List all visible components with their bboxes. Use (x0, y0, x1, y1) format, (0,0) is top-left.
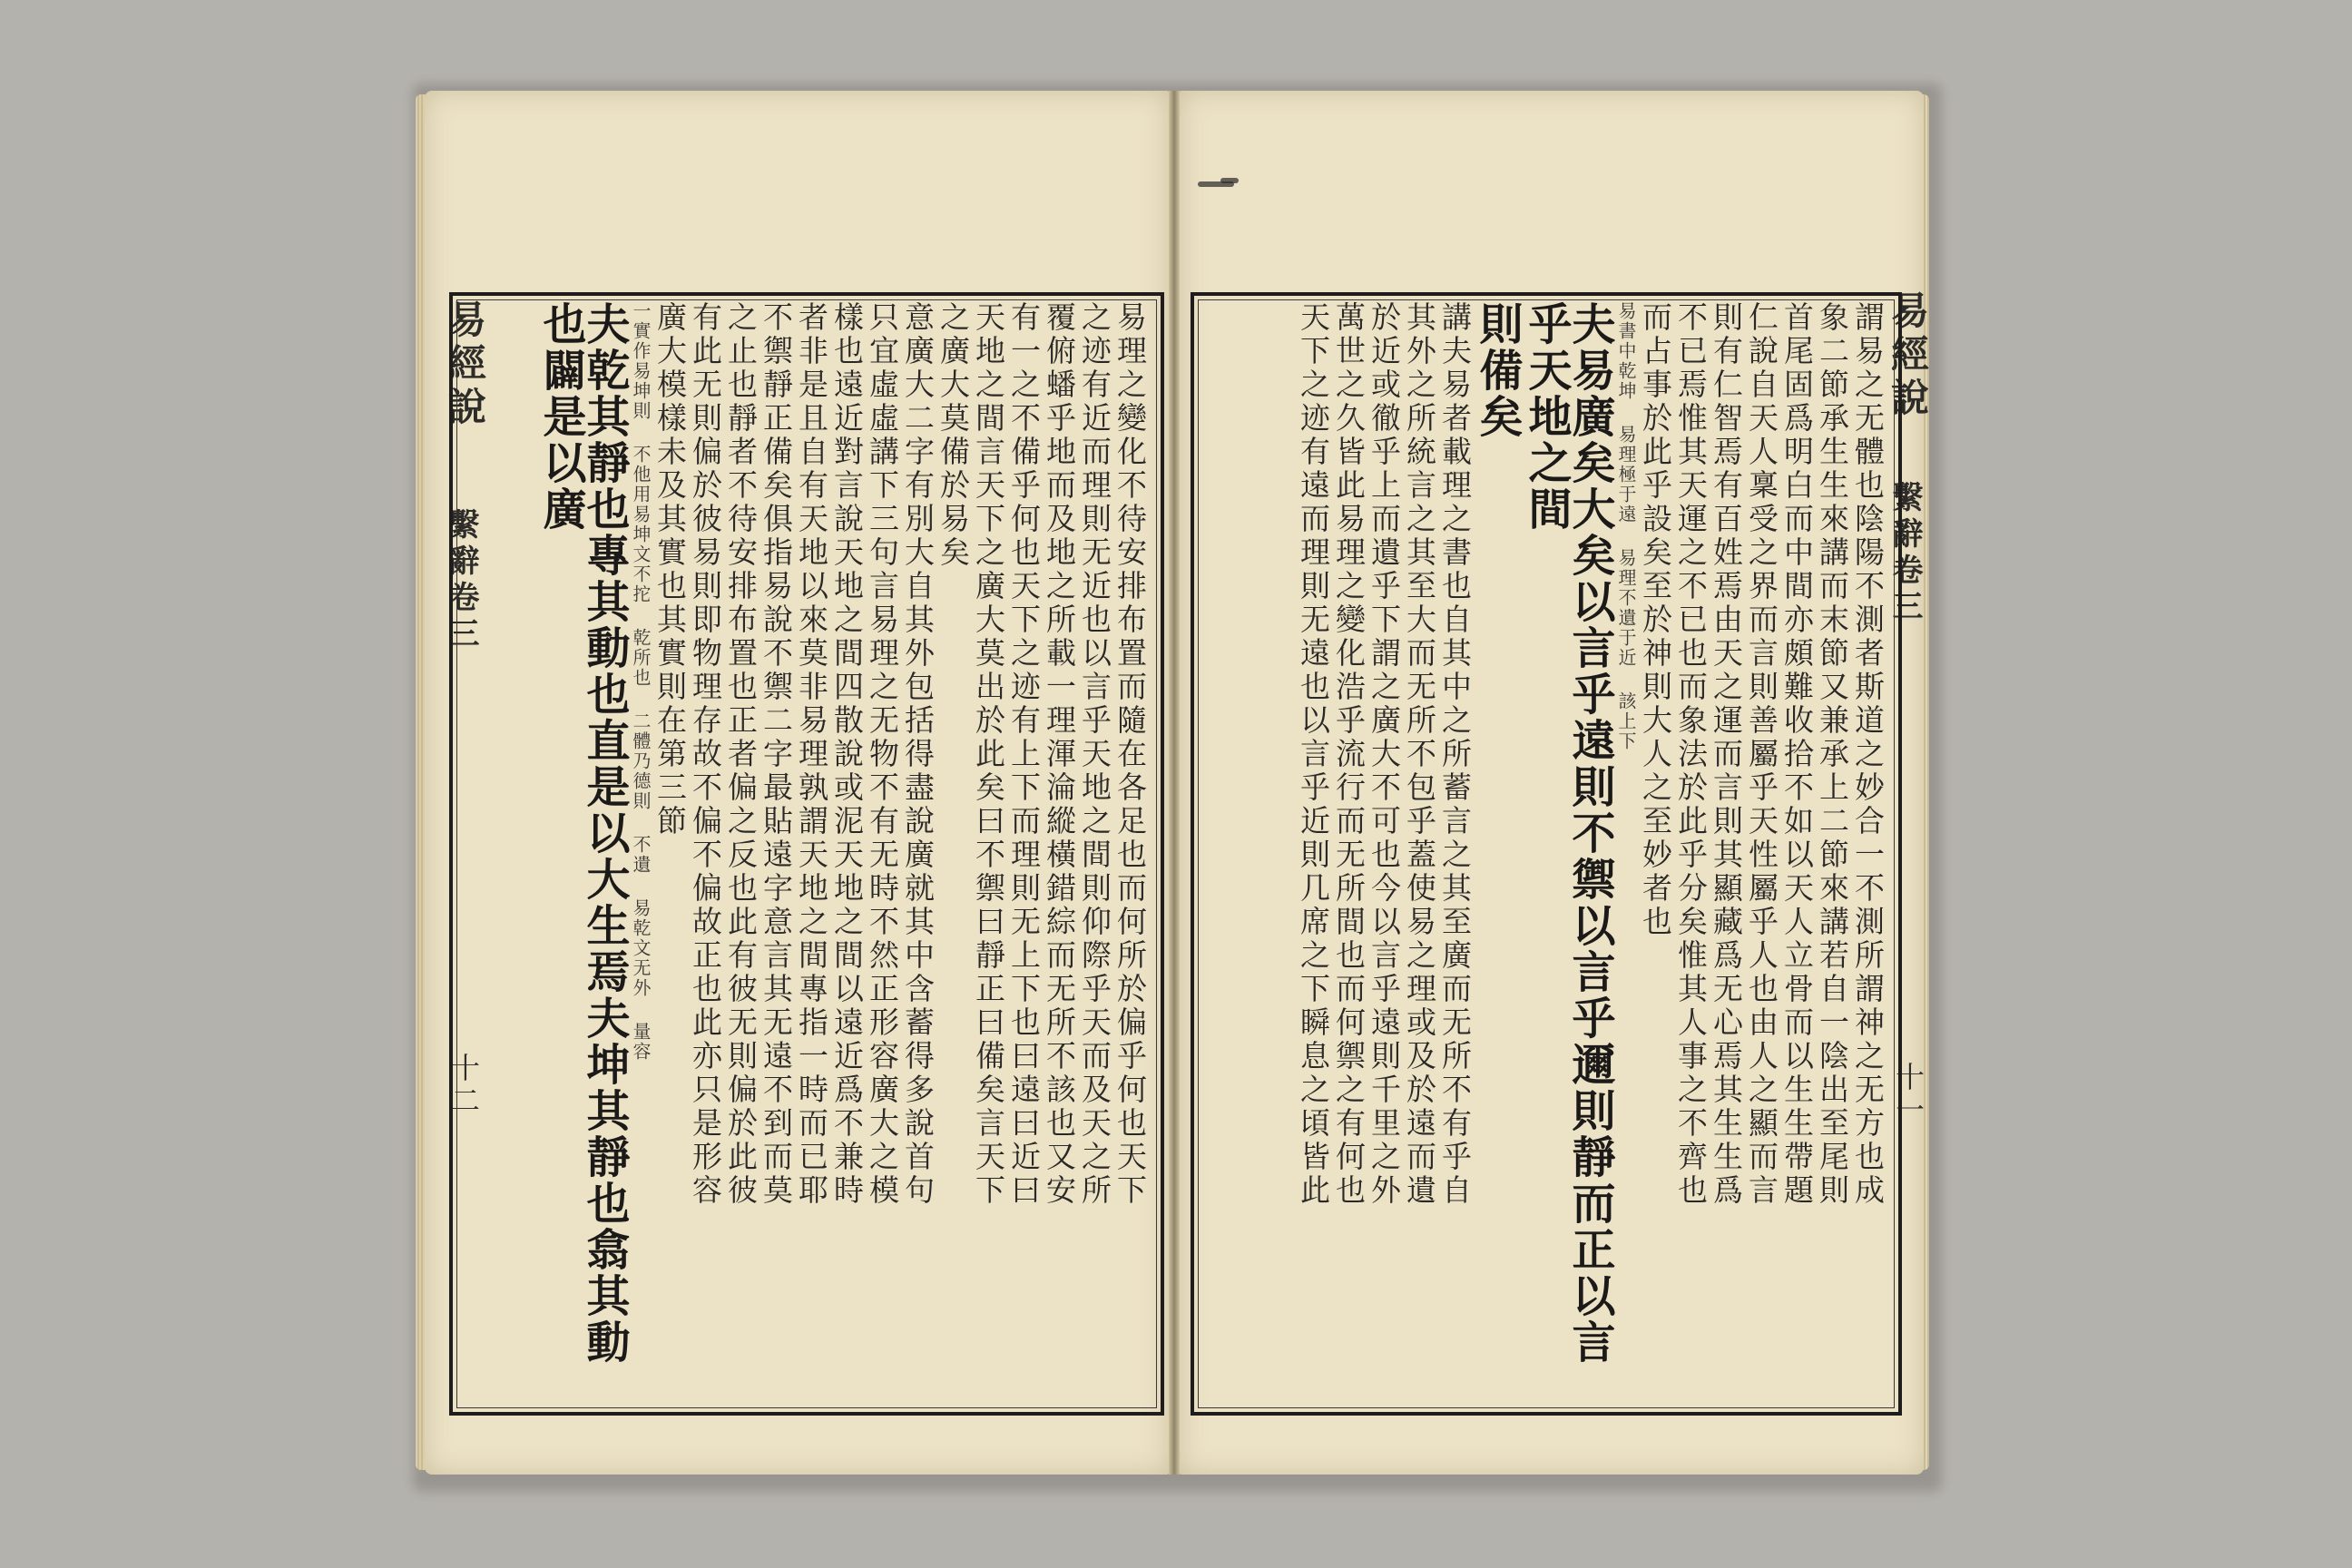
text-column: 之迹有近而理則无近也以言乎天地之間則仰際乎天而及天之所 (1077, 301, 1112, 1208)
ink-smudge (1220, 178, 1239, 183)
text-column: 夫乾其靜也專其動也直是以大生焉夫坤其靜也翕其動也闢是以廣 (535, 301, 630, 1366)
text-column: 覆俯蟠乎地而及地之所載一理渾淪縱橫錯綜而无所不該也又安 (1042, 301, 1077, 1208)
text-column: 首尾固爲明白而中間亦頗難收拾不如以天人立骨而以生生帶題 (1779, 301, 1815, 1208)
text-column: 有此无則偏於彼易則即物理存故不偏不偏故正也此亦只是形容 (688, 301, 723, 1208)
text-column: 講夫易者載理之書也自其中之所蓄言之其至廣而无所不有乎自 (1437, 301, 1473, 1208)
text-column: 者非是且自有天地以來莫非易理孰謂天地之間專指一時而已耶 (794, 301, 829, 1208)
text-column: 而占事於此乎設矣至於神則大人之至妙者也 (1638, 301, 1673, 939)
text-column: 其外之所統言之其至大而无所不包乎蓋使易之理或及於遠而遺 (1402, 301, 1437, 1208)
text-column: 不已焉惟其天運之不已也而象法於此乎分矣惟其人事之不齊也 (1673, 301, 1709, 1208)
right-margin-title: 易經說 (1886, 290, 1930, 421)
text-column: 不禦靜正備矣俱指易說不禦二字最貼遠字意言其无遠不到而莫 (759, 301, 794, 1208)
left-page-number: 十二 (446, 1053, 481, 1118)
text-column: 易書中乾坤 易理極于遠 易理不遺于近 該上下 (1615, 301, 1637, 751)
text-column: 仁說自天人稟受之界而言則善屬乎天性屬乎人也由人之顯而言 (1744, 301, 1779, 1208)
left-text-columns (458, 301, 1148, 1397)
right-text-columns (1200, 301, 1886, 1397)
text-column: 象二節承生生來講而末節又兼承上二節來講若自一陰出至尾則 (1815, 301, 1850, 1208)
text-column: 之止也靜者不待安排布置也正者偏之反也此有彼无則偏於此彼 (723, 301, 759, 1208)
text-column: 意廣大二字有別大自其外包括得盡說廣就其中含蓄得多說首句 (900, 301, 936, 1208)
left-margin-title: 易經說 (443, 299, 487, 430)
text-column: 則有仁智焉有百姓焉由天之運而言則其顯藏爲无心焉其生生爲 (1709, 301, 1744, 1208)
text-column: 易理之變化不待安排布置而隨在各足也而何所於偏乎何也天下 (1112, 301, 1148, 1208)
right-margin-chapter: 繫辭卷三 (1886, 481, 1923, 626)
book-gutter (1169, 91, 1180, 1475)
text-column: 之廣大莫備於易矣 (936, 301, 971, 570)
text-column: 一實作易坤則 不他用易坤文不拕 乾所也 二體乃德則 不遺 易乾文无外 量容 (630, 301, 652, 1062)
text-column: 天下之迹有遠而理則无遠也以言乎近則几席之下瞬息之頃皆此 (1296, 301, 1331, 1208)
text-column: 樣也遠近對言說天地之間四散說或泥天地之間以遠近爲不兼時 (829, 301, 865, 1208)
text-column: 只宜虛虛講下三句言易理之无物不有无時不然正形容廣大之模 (865, 301, 900, 1208)
left-margin-chapter: 繫辭卷三 (443, 508, 479, 653)
text-column: 則備矣 (1472, 301, 1523, 440)
text-column: 謂易之无體也陰陽不測者斯道之妙合一不測所謂神之无方也成 (1850, 301, 1886, 1208)
text-column: 天地之間言天下之廣大莫出於此矣曰不禦曰靜正曰備矣言天下 (971, 301, 1006, 1208)
text-column: 有一之不備乎何也天下之迹有上下而理則无上下也曰遠曰近曰 (1006, 301, 1042, 1208)
text-column: 萬世之久皆此易理之變化浩乎流行而无所間也而何禦之有何也 (1331, 301, 1367, 1208)
text-column: 於近或徹乎上而遺乎下謂之廣大不可也今以言乎遠則千里之外 (1367, 301, 1402, 1208)
right-page-number: 十一 (1891, 1062, 1926, 1127)
text-column: 廣大模樣未及其實也其實則在第三節 (652, 301, 688, 838)
text-column: 夫易廣矣大矣以言乎遠則不禦以言乎邇則靜而正以言乎天地之間 (1521, 301, 1615, 1366)
